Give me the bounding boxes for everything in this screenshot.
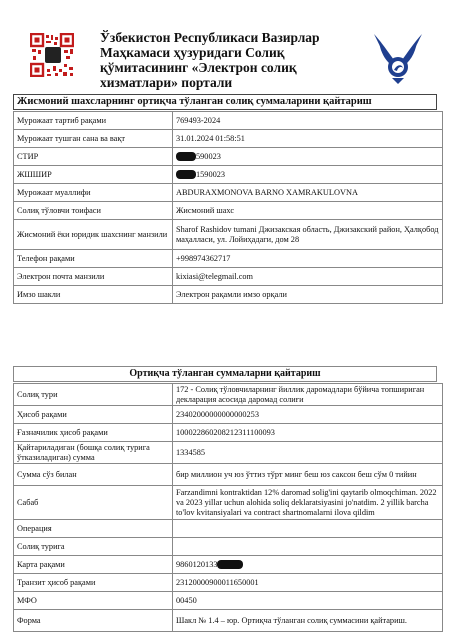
table-row [14,384,443,406]
field-value: 31.01.2024 01:58:51 [173,130,443,148]
field-value [173,538,443,556]
field-label: Сумма сўз билан [14,464,173,486]
table-row [14,406,443,424]
table-row [14,464,443,486]
table-row [14,556,443,574]
table-row [14,538,443,556]
field-value-text: 590023 [196,151,221,161]
table-row [14,202,443,220]
table-row [14,250,443,268]
field-value-redacted [173,166,443,184]
redaction-mark [217,560,243,569]
field-value: ABDURAXMONOVA BARNO XAMRAKULOVNA [173,184,443,202]
field-label: Мурожаат тушган сана ва вақт [14,130,173,148]
field-label: Солиқ тўловчи тоифаси [14,202,173,220]
document-title: Жисмоний шахсларнинг ортиқча тўланган солиқ суммаларини қайтариш [13,94,437,110]
field-value: Электрон рақамли имзо орқали [173,286,443,304]
field-value [173,520,443,538]
tax-committee-emblem [370,30,426,86]
table-row [14,574,443,592]
field-label: Мурожаат тартиб рақами [14,112,173,130]
table-row [14,130,443,148]
field-value-text: 9860120133 [176,559,218,569]
field-value: Farzandimni kontraktidan 12% daromad solig'ini qaytarib olmoqchiman. 2022 va 2023 yillar uchun alohida soliq deklaratsiyasini jo'natdim. 2 yillik barcha to'lov kvitansiyalari va contract shartnomalarni ilova qildim [173,486,443,520]
field-value: 00450 [173,592,443,610]
table-row [14,424,443,442]
field-value: 100022860208212311100093 [173,424,443,442]
field-label: Солиқ турига [14,538,173,556]
field-label: Ғазначилик ҳисоб рақами [14,424,173,442]
redaction-mark [176,170,196,179]
table-row [14,486,443,520]
field-label: Операция [14,520,173,538]
field-label: Қайтариладиган (бошқа солиқ турига ўтказиладиган) сумма [14,442,173,464]
qr-code [30,33,74,77]
header [0,0,450,92]
refund-table [13,383,443,632]
field-value: 23402000000000000253 [173,406,443,424]
field-value-text: 1590023 [196,169,226,179]
field-value: Sharof Rashidov tumani Джизакская область, Джизакский район, Ҳалқобод маҳалласи, ул. Лойиҳадаги, дом 28 [173,220,443,250]
field-value: +998974362717 [173,250,443,268]
table-row [14,286,443,304]
table-row [14,442,443,464]
request-table [13,111,443,304]
field-label: Мурожаат муаллифи [14,184,173,202]
field-value: бир миллион уч юз ўттиз тўрт минг беш юз саксон беш сўм 0 тийин [173,464,443,486]
field-label: Жисмоний ёки юридик шахснинг манзили [14,220,173,250]
field-label: Имзо шакли [14,286,173,304]
portal-title: Ўзбекистон Республикаси Вазирлар Маҳкамаси ҳузуридаги Солиқ қўмитасининг «Электрон солиқ хизматлари» портали [100,30,320,90]
field-value: 769493-2024 [173,112,443,130]
table-row [14,112,443,130]
field-value: Шакл № 1.4 – юр. Ортиқча тўланган солиқ суммасини қайтариш. [173,610,443,632]
table-row [14,166,443,184]
field-label: Карта рақами [14,556,173,574]
field-value-redacted [173,556,443,574]
table-row [14,220,443,250]
table-row [14,148,443,166]
section-title: Ортиқча тўланган суммаларни қайтариш [13,366,437,382]
field-value: 23120000900011650001 [173,574,443,592]
field-value: 1334585 [173,442,443,464]
field-label: Электрон почта манзили [14,268,173,286]
field-label: Солиқ тури [14,384,173,406]
field-value: kixiasi@telegmail.com [173,268,443,286]
table-row [14,520,443,538]
field-value-redacted [173,148,443,166]
field-value: 172 - Солиқ тўловчиларнинг йиллик даромадлари бўйича топшириган декларация асосида даромад солиғи [173,384,443,406]
field-label: ЖШШИР [14,166,173,184]
field-label: Сабаб [14,486,173,520]
table-row [14,610,443,632]
field-label: Транзит ҳисоб рақами [14,574,173,592]
field-label: МФО [14,592,173,610]
table-row [14,592,443,610]
field-label: Ҳисоб рақами [14,406,173,424]
field-label: СТИР [14,148,173,166]
table-row [14,268,443,286]
field-value: Жисмоний шахс [173,202,443,220]
table-row [14,184,443,202]
redaction-mark [176,152,196,161]
field-label: Форма [14,610,173,632]
field-label: Телефон рақами [14,250,173,268]
